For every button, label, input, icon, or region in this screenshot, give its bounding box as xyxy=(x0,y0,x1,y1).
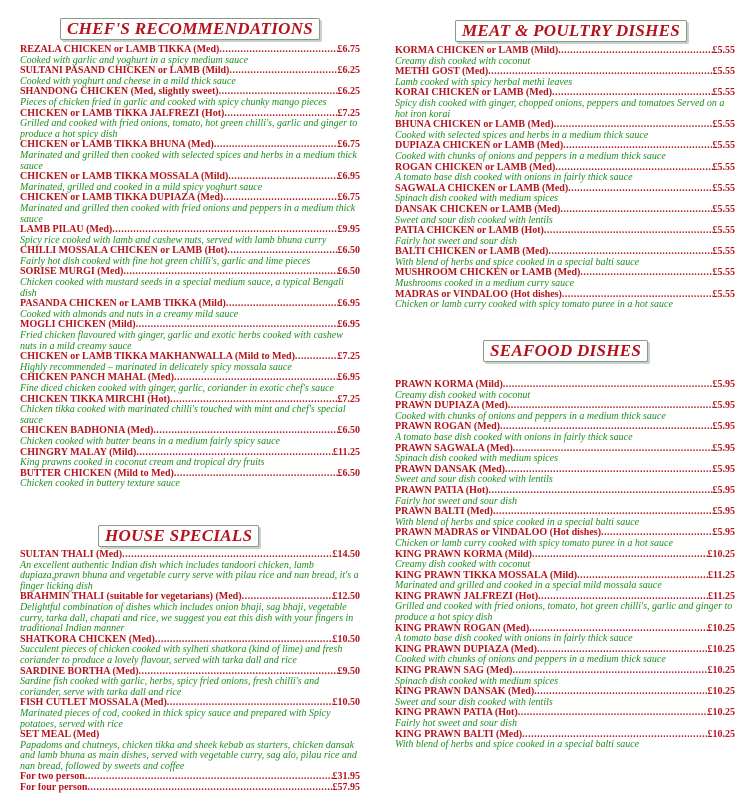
menu-item-price: £5.55 xyxy=(712,183,735,194)
menu-item xyxy=(20,299,360,320)
menu-item-price: £6.75 xyxy=(337,45,360,55)
section-heading-text: SEAFOOD DISHES xyxy=(483,340,648,362)
menu-item xyxy=(395,507,735,528)
menu-item-description: Chicken tikka cooked with marinated chilli's touched with mint and chef's special sauce xyxy=(20,404,346,426)
menu-item-price: £6.50 xyxy=(337,267,360,278)
section-heading-text: MEAT & POULTRY DISHES xyxy=(455,20,687,42)
menu-item-description: Fried chicken flavoured with ginger, garlic and exotic herbs cooked with cashew nuts in a mild creamy sauce xyxy=(20,330,343,352)
menu-item-description: Succulent pieces of chicken cooked with sylheti shatkora (kind of lime) and fresh coriander to produce a lovely flavour, served with tarka dall and rice xyxy=(20,644,343,666)
menu-item-name: SARDINE BORTHA (Med) xyxy=(20,666,139,677)
menu-item-description: Sweet and sour dish cooked with lentils xyxy=(395,696,553,708)
menu-item-description: Fine diced chicken cooked with ginger, garlic, coriander in exotic chef's sauce xyxy=(20,383,334,394)
menu-item-price: £5.95 xyxy=(712,443,735,454)
menu-item-description: Chicken cooked in buttery texture sauce xyxy=(20,478,180,490)
menu-item-price: £5.55 xyxy=(712,67,735,78)
menu-item-description: Papadoms and chutneys, chicken tikka and sheek kebab as starters, chicken dansak and lamb bhuna as main dishes, served with vegetable curry, sag alo, pilau rice and nan bread, followed by sweets and coffee xyxy=(20,739,357,772)
menu-item-name: MADRAS or VINDALOO (Hot dishes) xyxy=(395,289,562,300)
menu-item-name: CHINGRY MALAY (Mild) xyxy=(20,447,137,458)
menu-item-name: CHICKEN or LAMB TIKKA MAKHANWALLA (Mild to Med) xyxy=(20,352,295,363)
menu-item xyxy=(395,247,735,268)
menu-item-name: SAGWALA CHICKEN or LAMB (Med) xyxy=(395,183,569,194)
menu-item-row xyxy=(395,205,735,216)
menu-item xyxy=(395,645,735,666)
menu-item-name: KING PRAWN KORMA (Mild) xyxy=(395,549,532,560)
menu-item-description: King prawns cooked in coconut cream and tropical dry fruits xyxy=(20,457,265,469)
menu-item-description: Cooked with yoghurt and cheese in a mild thick sauce xyxy=(20,75,236,87)
menu-item-name: BUTTER CHICKEN (Mild to Med) xyxy=(20,468,174,479)
menu-item-row xyxy=(20,772,360,783)
menu-item xyxy=(20,66,360,87)
menu-item-name: KING PRAWN TIKKA MOSSALA (Mild) xyxy=(395,570,578,581)
menu-item-price: £5.55 xyxy=(712,162,735,173)
menu-item-name: CHICKEN or LAMB TIKKA DUPIAZA (Med) xyxy=(20,193,224,204)
menu-item-description: Marinated pieces of cod, cooked in thick spicy sauce and prepared with Spicy potatoes, served with rice xyxy=(20,707,331,730)
menu-item xyxy=(395,666,735,687)
menu-item xyxy=(20,395,360,427)
menu-item-description: Chicken or lamb curry cooked with spicy tomato puree in a hot sauce xyxy=(395,299,673,311)
menu-item-price: £6.75 xyxy=(337,193,360,204)
menu-item-description: Cooked with chunks of onions and peppers in a medium thick sauce xyxy=(395,150,666,162)
menu-item-row xyxy=(20,45,360,56)
menu-item-description: Creamy dish cooked with coconut xyxy=(395,559,531,571)
menu-item-price: £5.95 xyxy=(712,422,735,433)
dot-leader xyxy=(503,380,713,391)
menu-item-price: £10.25 xyxy=(707,644,735,655)
menu-item-description: Sweet and sour dish cooked with lentils xyxy=(395,474,553,486)
menu-list xyxy=(20,45,360,490)
menu-item xyxy=(20,87,360,108)
seafood-section xyxy=(395,340,735,751)
menu-item-name: PRAWN BALTI (Med) xyxy=(395,507,493,518)
menu-item-description: Sweet and sour dish cooked with lentils xyxy=(395,214,553,226)
menu-item-price: £6.95 xyxy=(337,373,360,384)
menu-item-name: KING PRAWN PATIA (Hot) xyxy=(395,708,518,719)
menu-item xyxy=(20,45,360,66)
dot-leader xyxy=(518,708,708,719)
menu-item-price: £5.55 xyxy=(712,289,735,300)
menu-item-description: Highly recommended – marinated in delicately spicy mossala sauce xyxy=(20,361,292,373)
menu-item-name: SHANDONG CHICKEN (Med, slightly sweet) xyxy=(20,87,219,98)
menu-item xyxy=(20,772,360,783)
menu-item-description: Cooked with chunks of onions and peppers in a medium thick sauce xyxy=(395,410,666,422)
menu-item xyxy=(395,550,735,571)
menu-item-price: £10.25 xyxy=(707,708,735,719)
section-heading-chefs-recommendations xyxy=(20,18,360,40)
menu-item-name: FISH CUTLET MOSSALA (Med) xyxy=(20,698,167,709)
menu-item-name: CHICKEN TIKKA MIRCHI (Hot) xyxy=(20,394,171,405)
menu-item-price: £10.25 xyxy=(707,729,735,740)
menu-item-description: Sardine fish cooked with garlic, herbs, spicy fried onions, fresh chilli's and coriander, serve with tarka dall and rice xyxy=(20,676,320,698)
menu-item xyxy=(20,667,360,699)
menu-item xyxy=(395,465,735,486)
menu-list xyxy=(395,46,735,311)
menu-item xyxy=(20,140,360,172)
menu-item xyxy=(20,109,360,141)
menu-item-description: Marinated and grilled then cooked with selected spices and herbs in a medium thick sauce xyxy=(20,149,357,172)
menu-item-description: Creamy dish cooked with coconut xyxy=(395,389,531,401)
menu-item-name: SULTANI PASAND CHICKEN or LAMB (Mild) xyxy=(20,66,230,77)
section-heading-text: CHEF'S RECOMMENDATIONS xyxy=(60,18,320,40)
menu-item xyxy=(20,352,360,373)
menu-item xyxy=(395,730,735,751)
menu-item-price: £5.55 xyxy=(712,268,735,279)
menu-item-row xyxy=(20,550,360,561)
menu-item-price: £5.55 xyxy=(712,88,735,99)
menu-item xyxy=(395,46,735,67)
menu-item-description: With blend of herbs and spice cooked in a special balti sauce xyxy=(395,256,640,268)
menu-item-name: SET MEAL (Med) xyxy=(20,730,100,741)
menu-item-description: Spinach dish cooked with medium spices xyxy=(395,453,559,465)
menu-item xyxy=(395,88,735,120)
dot-leader xyxy=(85,772,333,783)
menu-item-name: BHUNA CHICKEN or LAMB (Med) xyxy=(395,120,554,131)
menu-item-description: With blend of herbs and spice cooked in a special balti sauce xyxy=(395,739,640,751)
menu-item xyxy=(20,246,360,267)
menu-item-description: Fairly hot sweet and sour dish xyxy=(395,235,517,247)
menu-item-price: £5.55 xyxy=(712,141,735,152)
menu-item-price: £7.25 xyxy=(337,394,360,405)
menu-item-price: £10.25 xyxy=(707,549,735,560)
menu-item xyxy=(20,730,360,772)
menu-item xyxy=(20,193,360,225)
menu-item-description: Spicy dish cooked with ginger, chopped onions, peppers and tomatoes Served on a hot iron korai xyxy=(395,97,725,120)
menu-item xyxy=(395,422,735,443)
menu-item-price: £5.55 xyxy=(712,46,735,56)
menu-item-description: Lamb cooked with spicy herbal methi leaves xyxy=(395,76,573,88)
menu-item-price: £5.55 xyxy=(712,226,735,237)
dot-leader xyxy=(226,299,338,310)
menu-item xyxy=(20,426,360,447)
menu-item-name: PRAWN PATIA (Hot) xyxy=(395,485,489,496)
dot-leader xyxy=(534,687,707,698)
menu-item-price: £6.95 xyxy=(337,320,360,331)
menu-item-price: £5.95 xyxy=(712,485,735,496)
menu-item-name: KING PRAWN DANSAK (Med) xyxy=(395,687,535,698)
menu-item xyxy=(20,267,360,299)
menu-item-name: PRAWN DANSAK (Med) xyxy=(395,464,505,475)
menu-item-description: Spinach dish cooked with medium spices xyxy=(395,193,559,205)
menu-item-price: £5.55 xyxy=(712,120,735,131)
menu-item-description: A tomato base dish cooked with onions in fairly thick sauce xyxy=(395,431,633,443)
menu-item xyxy=(395,184,735,205)
menu-item-name: CHILLI MOSSALA CHICKEN or LAMB (Hot) xyxy=(20,246,228,257)
menu-item-price: £6.95 xyxy=(337,299,360,310)
menu-item-description: Grilled and cooked with fried onions, tomato, hot green chilli's, garlic and ginger to produce a hot spicy dish xyxy=(395,601,733,624)
menu-item-description: Fairly hot sweet and sour dish xyxy=(395,718,517,729)
menu-item-name: SORISE MURGI (Med) xyxy=(20,267,124,278)
menu-item-description: Chicken or lamb curry cooked with spicy tomato puree in a hot sauce xyxy=(395,537,673,549)
menu-item xyxy=(395,401,735,422)
menu-list xyxy=(20,550,360,794)
menu-item xyxy=(20,783,360,794)
menu-item-name: BALTI CHICKEN or LAMB (Med) xyxy=(395,247,549,258)
section-heading-text: HOUSE SPECIALS xyxy=(98,525,259,547)
menu-item-name: PRAWN MADRAS or VINDALOO (Hot dishes) xyxy=(395,528,602,539)
menu-item-price: £7.25 xyxy=(337,108,360,119)
menu-item-price: £6.25 xyxy=(337,66,360,77)
menu-item-name: For four person xyxy=(20,783,88,794)
menu-item-description: Marinated and grilled and cooked in a special mild mossala sauce xyxy=(395,580,662,592)
menu-item-description: Grilled and cooked with fried onions, tomato, hot green chilli's, garlic and ginger to produce a hot spicy dish xyxy=(20,118,358,140)
menu-item-description: Fairly hot dish cooked with fine hot green chilli's, garlic and lime pieces xyxy=(20,255,311,267)
menu-item-price: £11.25 xyxy=(708,570,735,581)
menu-item-row xyxy=(20,783,360,794)
menu-item-name: PATIA CHICKEN or LAMB (Hot) xyxy=(395,226,544,237)
menu-item-price: £6.50 xyxy=(337,426,360,437)
menu-item-row xyxy=(395,380,735,391)
menu-item-name: KING PRAWN ROGAN (Med) xyxy=(395,623,530,634)
menu-item-description: An excellent authentic Indian dish which includes tandoori chicken, lamb dupiaza,prawn bhuna and vegetable curry serve with pilau rice and nan bread, it's a finger licking dish xyxy=(20,559,359,592)
menu-item-price: £6.25 xyxy=(337,87,360,98)
menu-item-name: ROGAN CHICKEN or LAMB (Med) xyxy=(395,162,556,173)
dot-leader xyxy=(544,226,713,237)
menu-item-name: KING PRAWN JALFREZI (Hot) xyxy=(395,591,539,602)
menu-item-price: £10.50 xyxy=(332,698,360,709)
menu-item-name: CHICKEN or LAMB TIKKA MOSSALA (Mild) xyxy=(20,172,229,183)
menu-item-name: BRAHMIN THALI (suitable for vegetarians) (Med) xyxy=(20,592,242,603)
house-specials-section xyxy=(20,525,360,794)
menu-item-price: £7.25 xyxy=(337,352,360,363)
menu-item-name: CHICKEN or LAMB TIKKA JALFREZI (Hot) xyxy=(20,108,225,119)
menu-item-name: CHICKEN BADHONIA (Med) xyxy=(20,426,154,437)
menu-item-name: PRAWN SAGWALA (Med) xyxy=(395,443,513,454)
menu-item-name: MOGLI CHICKEN (Mild) xyxy=(20,320,136,331)
menu-item-name: KING PRAWN DUPIAZA (Med) xyxy=(395,644,537,655)
menu-item xyxy=(395,268,735,289)
menu-item-name: MUSHROOM CHICKEN or LAMB (Med) xyxy=(395,268,581,279)
menu-item-name: CHICKEN PANCH MAHAL (Med) xyxy=(20,373,174,384)
menu-item xyxy=(20,698,360,730)
menu-item-description: Delightful combination of dishes which includes onion bhaji, sag bhaji, vegetable curry, tarka dall, chapati and rice, we suggest you eat this dish with your fingers in traditional Indian manner xyxy=(20,601,354,635)
dot-leader xyxy=(560,205,712,216)
menu-item xyxy=(395,486,735,507)
menu-item xyxy=(20,550,360,592)
menu-item-price: £5.95 xyxy=(712,528,735,539)
menu-item-price: £5.55 xyxy=(712,204,735,215)
menu-item xyxy=(395,141,735,162)
menu-item xyxy=(20,469,360,490)
menu-item-name: PRAWN ROGAN (Med) xyxy=(395,422,500,433)
menu-item-row xyxy=(395,486,735,497)
menu-item xyxy=(20,448,360,469)
menu-item-price: £9.95 xyxy=(337,225,360,236)
menu-item-name: CHICKEN or LAMB TIKKA BHUNA (Med) xyxy=(20,140,214,151)
menu-item-price: £14.50 xyxy=(332,550,360,560)
menu-item-name: PRAWN KORMA (Mild) xyxy=(395,380,503,390)
menu-item xyxy=(20,373,360,394)
menu-item-description: Cooked with chunks of onions and peppers in a medium thick sauce xyxy=(395,654,666,666)
menu-item xyxy=(395,205,735,226)
chefs-recommendations-section xyxy=(20,18,360,490)
menu-item xyxy=(395,290,735,311)
menu-item-description: Spicy rice cooked with lamb and cashew nuts, served with lamb bhuna curry xyxy=(20,234,327,246)
menu-item-description: A tomato base dish cooked with onions in fairly thick sauce xyxy=(395,633,633,645)
menu-item-name: KING PRAWN BALTI (Med) xyxy=(395,729,523,740)
menu-item-name: REZALA CHICKEN or LAMB TIKKA (Med) xyxy=(20,45,220,55)
menu-item xyxy=(20,225,360,246)
menu-item-description: Spinach dish cooked with medium spices xyxy=(395,675,559,687)
dot-leader xyxy=(489,486,713,497)
menu-item-name: SULTAN THALI (Med) xyxy=(20,550,123,560)
menu-item xyxy=(395,528,735,549)
menu-item-price: £10.25 xyxy=(707,687,735,698)
menu-item-name: PASANDA CHICKEN or LAMB TIKKA (Mild) xyxy=(20,299,226,310)
menu-item-description: Cooked with almonds and nuts in a creamy mild sauce xyxy=(20,308,239,320)
menu-item-description: Cooked with garlic and yoghurt in a spicy medium sauce xyxy=(20,54,249,66)
menu-item-price: £5.95 xyxy=(712,380,735,390)
menu-item-description: Creamy dish cooked with coconut xyxy=(395,55,531,67)
menu-item xyxy=(395,708,735,729)
menu-item-name: DANSAK CHICKEN or LAMB (Med) xyxy=(395,204,561,215)
menu-item-name: DUPIAZA CHICKEN or LAMB (Med) xyxy=(395,141,564,152)
menu-item-price: £10.25 xyxy=(707,666,735,677)
menu-item xyxy=(20,635,360,667)
menu-item-price: £31.95 xyxy=(332,772,360,783)
menu-item-description: Fairly hot sweet and sour dish xyxy=(395,495,517,507)
menu-item-price: £5.55 xyxy=(712,247,735,258)
menu-item-price: £5.95 xyxy=(712,401,735,412)
menu-item xyxy=(20,172,360,193)
menu-item xyxy=(395,571,735,592)
dot-leader xyxy=(558,46,712,57)
menu-item-price: £12.50 xyxy=(332,592,360,603)
menu-item-row xyxy=(395,46,735,57)
menu-item xyxy=(395,67,735,88)
menu-item xyxy=(20,592,360,634)
menu-item xyxy=(395,624,735,645)
menu-item xyxy=(395,120,735,141)
section-heading-meat-poultry xyxy=(395,20,735,42)
dot-leader xyxy=(229,66,337,77)
menu-item-price: £11.25 xyxy=(333,447,360,458)
menu-item-description: With blend of herbs and spice cooked in a special balti sauce xyxy=(395,516,640,528)
menu-item-description: Mushrooms cooked in a medium curry sauce xyxy=(395,278,575,290)
menu-item-description: Chicken cooked with mustard seeds in a special medium sauce, a typical Bengali dish xyxy=(20,277,344,299)
section-heading-seafood xyxy=(395,340,735,362)
menu-item-price: £57.95 xyxy=(332,783,360,794)
section-heading-house-specials xyxy=(20,525,360,547)
menu-item-description: Marinated, grilled and cooked in a mild spicy yoghurt sauce xyxy=(20,181,263,193)
menu-item-description: Pieces of chicken fried in garlic and cooked with spicy chunky mango pieces xyxy=(20,96,327,108)
dot-leader xyxy=(219,45,337,56)
menu-item xyxy=(395,380,735,401)
meat-poultry-section xyxy=(395,20,735,311)
menu-item-name: SHATKORA CHICKEN (Med) xyxy=(20,634,155,645)
dot-leader xyxy=(580,268,712,279)
menu-item xyxy=(395,687,735,708)
menu-item-description: Cooked with selected spices and herbs in a medium thick sauce xyxy=(395,129,649,141)
menu-item-price: £5.95 xyxy=(712,464,735,475)
menu-item-description: Marinated and grilled then cooked with fried onions and peppers in a medium thick sauce xyxy=(20,202,356,225)
menu-item-price: £10.50 xyxy=(332,634,360,645)
menu-item-price: £6.75 xyxy=(337,140,360,151)
menu-item-name: KORMA CHICKEN or LAMB (Mild) xyxy=(395,46,559,56)
menu-item xyxy=(395,163,735,184)
menu-item-description: A tomato base dish cooked with onions in fairly thick sauce xyxy=(395,172,633,184)
dot-leader xyxy=(174,469,338,480)
menu-item-name: METHI GOST (Med) xyxy=(395,67,489,78)
menu-item xyxy=(395,444,735,465)
menu-item-price: £11.25 xyxy=(708,591,735,602)
dot-leader xyxy=(122,550,332,561)
menu-list xyxy=(395,380,735,751)
dot-leader xyxy=(295,352,338,363)
menu-item xyxy=(395,226,735,247)
menu-item-price: £6.50 xyxy=(337,468,360,479)
dot-leader xyxy=(568,184,712,195)
menu-item xyxy=(20,320,360,352)
menu-item-price: £10.25 xyxy=(707,623,735,634)
menu-item xyxy=(395,592,735,624)
dot-leader xyxy=(87,783,332,794)
menu-item-price: £9.50 xyxy=(337,666,360,677)
menu-item-price: £6.50 xyxy=(337,246,360,257)
menu-item-description: Chicken cooked with butter beans in a medium fairly spicy sauce xyxy=(20,435,280,447)
menu-item-name: For two person xyxy=(20,772,85,783)
menu-item-price: £6.95 xyxy=(337,172,360,183)
menu-item-name: KORAI CHICKEN or LAMB (Med) xyxy=(395,88,553,99)
menu-item-price: £5.95 xyxy=(712,507,735,518)
menu-item-name: PRAWN DUPIAZA (Med) xyxy=(395,401,508,412)
menu-item-name: LAMB PILAU (Med) xyxy=(20,225,113,236)
dot-leader xyxy=(532,550,708,561)
menu-item-name: KING PRAWN SAG (Med) xyxy=(395,666,513,677)
